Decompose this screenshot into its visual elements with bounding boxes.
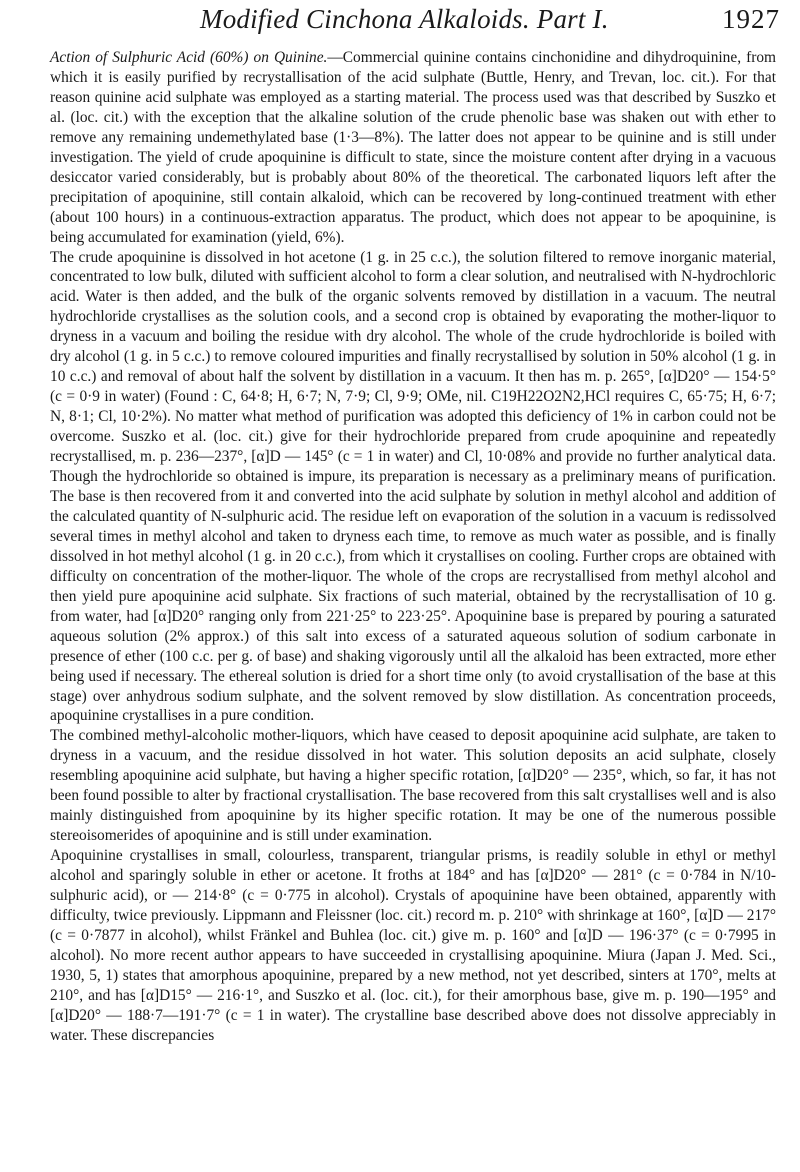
body-text [50, 48, 776, 1046]
running-head [50, 4, 780, 44]
paragraph-1 [50, 48, 776, 248]
paragraph-4 [50, 846, 776, 1046]
page-number: 1927 [722, 4, 780, 34]
paragraph-text: Apoquinine crystallises in small, colourless, transparent, triangular prisms, is readily soluble in ethyl or methyl alcohol and sparingly soluble in ether or acetone. It froths at 184° and has [α]D20° — 281° (c = 0·784 in N/10-sulphuric acid), or — 214·8° (c = 0·775 in alcohol). Crystals of apoquinine have been obtained, apparently with difficulty, twice previously. Lippmann and Fleissner (loc. cit.) record m. p. 210° with shrinkage at 160°, [α]D — 217° (c = 0·7877 in alcohol), whilst Fränkel and Buhlea (loc. cit.) give m. p. 160° and [α]D — 196·37° (c = 0·7995 in alcohol). No more recent author appears to have succeeded in crystallising apoquinine. Miura (Japan J. Med. Sci., 1930, 5, 1) states that amorphous apoquinine, prepared by a new method, not yet described, sinters at 170°, melts at 210°, and has [α]D15° — 216·1°, and Suszko et al. (loc. cit.), for their amorphous base, give m. p. 190—195° and [α]D20° — 188·7—191·7° (c = 1 in water). The crystalline base described above does not dissolve appreciably in water. These discrepancies [50, 847, 776, 1044]
paragraph-text: The crude apoquinine is dissolved in hot acetone (1 g. in 25 c.c.), the solution filtered to remove inorganic material, concentrated to low bulk, diluted with sufficient alcohol to form a clear solution, and neutralised with N-hydrochloric acid. Water is then added, and the bulk of the organic solvents removed by distillation in a vacuum. The neutral hydrochloride crystallises as the solution cools, and a second crop is obtained by evaporating the mother-liquor to dryness in a vacuum and boiling the residue with dry alcohol. The whole of the crude hydrochloride is boiled with dry alcohol (1 g. in 5 c.c.) to remove coloured impurities and finally recrystallised by solution in 50% alcohol (1 g. in 10 c.c.) and removal of about half the solvent by distillation in a vacuum. It then has m. p. 265°, [α]D20° — 154·5° (c = 0·9 in water) (Found : C, 64·8; H, 6·7; N, 7·9; Cl, 9·9; OMe, nil. C19H22O2N2,HCl requires C, 65·75; H, 6·7; N, 8·1; Cl, 10·2%). No matter what method of purification was adopted this deficiency of 1% in carbon could not be overcome. Suszko et al. (loc. cit.) give for their hydrochloride prepared from crude apoquinine and repeatedly recrystallised, m. p. 236—237°, [α]D — 145° (c = 1 in water) and Cl, 10·08% and provide no further analytical data. Though the hydrochloride so obtained is impure, its preparation is necessary as a preliminary means of purification. The base is then recovered from it and converted into the acid sulphate by solution in methyl alcohol and addition of the calculated quantity of N-sulphuric acid. The residue left on evaporation of the solution in a vacuum is redissolved several times in methyl alcohol and taken to dryness each time, to remove as much water as possible, and is finally dissolved in hot methyl alcohol (1 g. in 20 c.c.), from which it crystallises on cooling. Further crops are obtained with difficulty on concentration of the mother-liquor. The whole of the crops are recrystallised from methyl alcohol and then yield pure apoquinine acid sulphate. Six fractions of such material, obtained by the recrystallisation of 10 g. from water, had [α]D20° ranging only from 221·25° to 223·25°. Apoquinine base is prepared by pouring a saturated aqueous solution (2% approx.) of this salt into excess of a saturated aqueous solution of sodium carbonate in presence of ether (100 c.c. per g. of base) and shaking vigorously until all the alkaloid has been extracted, more ether being used if necessary. The ethereal solution is dried for a short time only (to avoid crystallisation of the base at this stage) over anhydrous sodium sulphate, and the solvent removed by slow distillation. As concentration proceeds, apoquinine crystallises in a pure condition. [50, 248, 776, 725]
paragraph-text: —Commercial quinine contains cinchonidine and dihydroquinine, from which it is easily purified by recrystallisation of the acid sulphate (Buttle, Henry, and Trevan, loc. cit.). For that reason quinine acid sulphate was employed as a starting material. The process used was that described by Suszko et al. (loc. cit.) with the exception that the alkaline solution of the crude phenolic base was shaken out with ether to remove any remaining undemethylated base (1·3—8%). The latter does not appear to be quinine and is still under investigation. The yield of crude apoquinine is difficult to state, since the moisture content after drying in a vacuous desiccator varied considerably, but is probably about 80% of the theoretical. The carbonated liquors left after the precipitation of apoquinine, still contain alkaloid, which can be recovered by long-continued treatment with ether (about 100 hours) in a continuous-extraction apparatus. The product, which does not appear to be apoquinine, is being accumulated for examination (yield, 6%). [50, 49, 777, 246]
paragraph-text: The combined methyl-alcoholic mother-liquors, which have ceased to deposit apoquinine acid sulphate, are taken to dryness in a vacuum, and the residue dissolved in hot water. This solution deposits an acid sulphate, closely resembling apoquinine acid sulphate, but having a higher specific rotation, [α]D20° — 235°, which, so far, it has not been found possible to alter by fractional crystallisation. The base recovered from this salt crystallises well and is also mainly distinguished from apoquinine by its higher specific rotation. It may be one of the numerous possible stereoisomerides of apoquinine and is still under examination. [50, 727, 776, 845]
paragraph-3 [50, 726, 776, 846]
running-title: Modified Cinchona Alkaloids. Part I. [200, 4, 609, 34]
section-heading: Action of Sulphuric Acid (60%) on Quinine. [50, 49, 328, 66]
paragraph-2 [50, 248, 776, 727]
